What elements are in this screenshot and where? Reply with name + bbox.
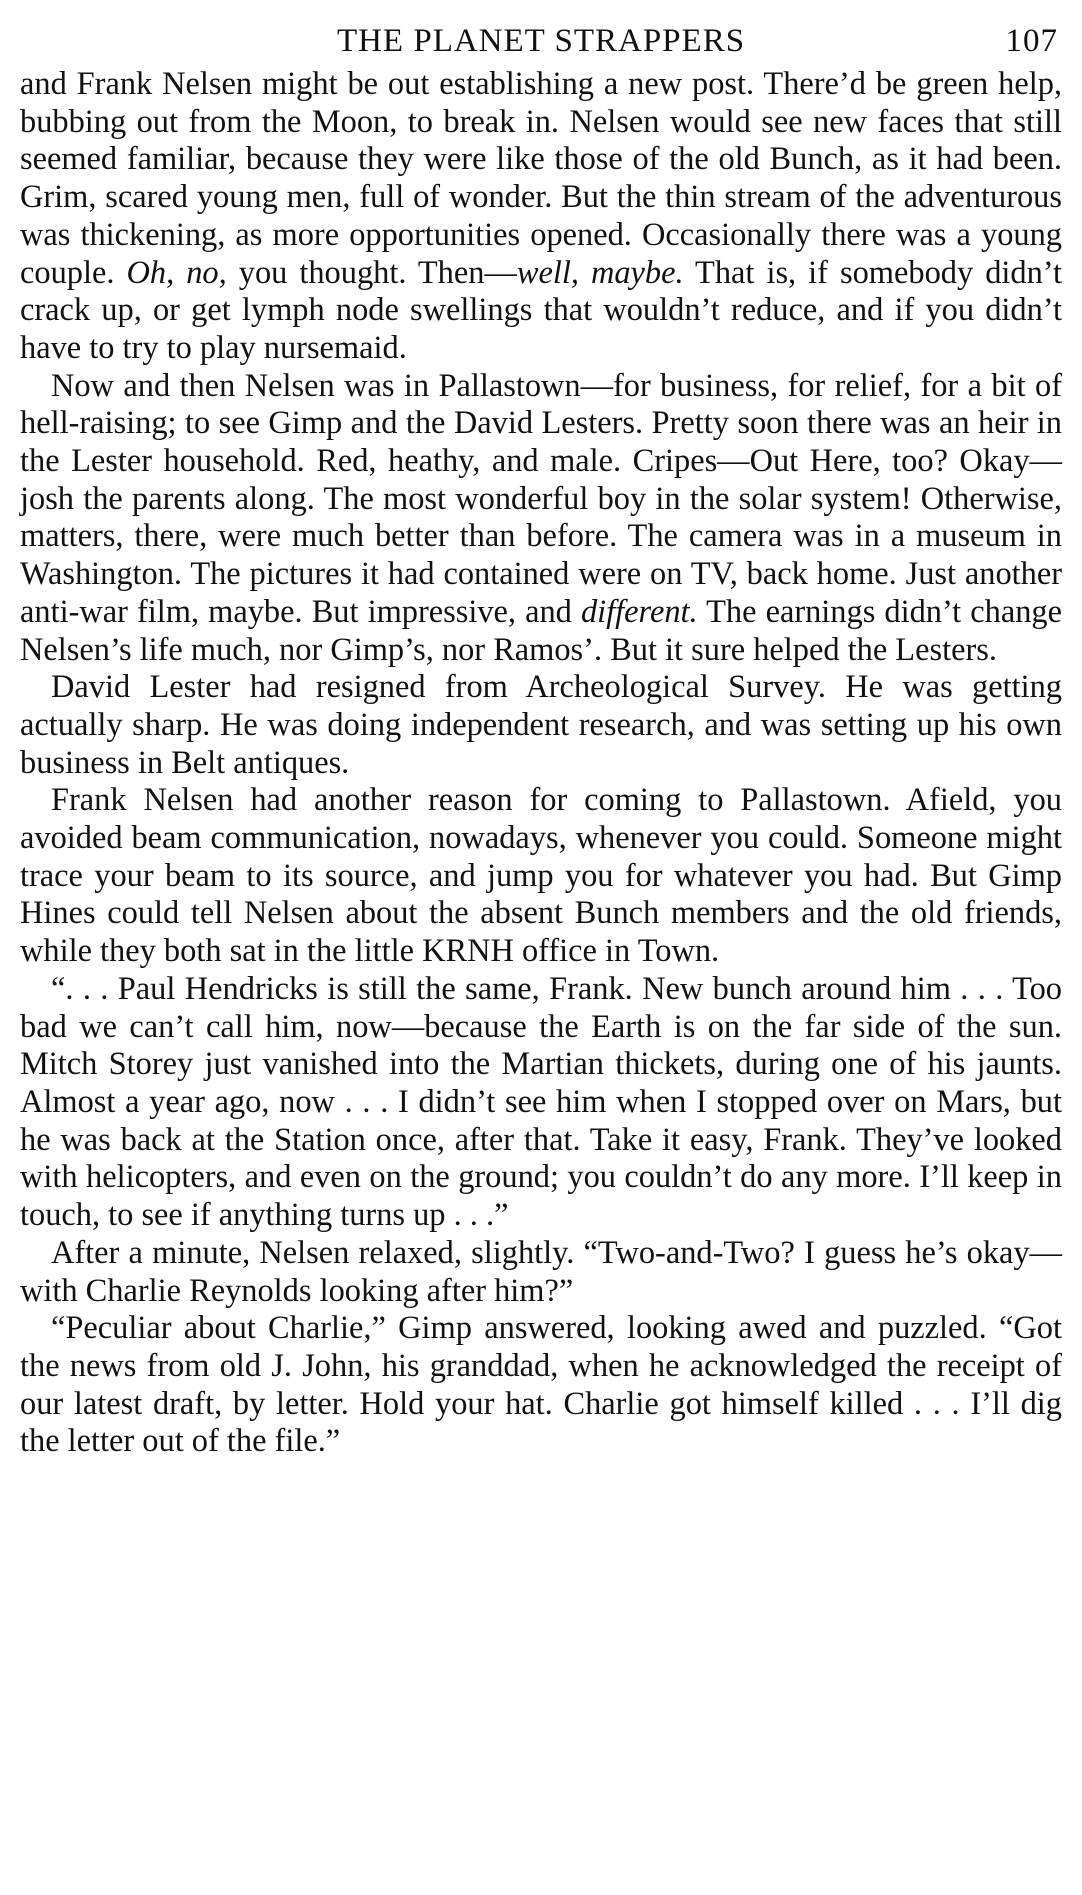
text-run: Frank Nelsen had another reason for coming to Pallastown. Afield, you avoided beam communication, nowadays, whenever you could. Someone might trace your beam to its source, and jump you for whatever you had. But Gimp Hines could tell Nelsen about the absent Bunch members and the old friends, while they both sat in the little KRNH office in Town. <box>20 782 1062 970</box>
text-run: The earnings didn’t change Nelsen’s life much, nor Gimp’s, nor Ramos’. But it sure helped the Lesters. <box>20 593 1062 668</box>
page-number: 107 <box>1005 23 1058 59</box>
paragraph <box>20 1235 1062 1310</box>
book-page <box>20 18 1062 1461</box>
paragraph <box>20 971 1062 1235</box>
paragraph <box>20 782 1062 971</box>
italic-run: well, maybe. <box>516 254 684 291</box>
text-run: you thought. Then— <box>226 254 517 291</box>
text-run: David Lester had resigned from Archeological Survey. He was getting actually sharp. He was doing independent research, and was setting up his own business in Belt antiques. <box>20 669 1062 781</box>
italic-run: Oh, no, <box>126 254 227 291</box>
italic-run: different. <box>580 593 698 630</box>
text-run: Now and then Nelsen was in Pallastown—for business, for relief, for a bit of hell-raising; to see Gimp and the David Lesters. Pretty soon there was an heir in the Lester household. Red, heathy, and male. Cripes—Out Here, too? Okay—josh the parents along. The most wonderful boy in the solar system! Otherwise, matters, there, were much better than before. The camera was in a museum in Washington. The pictures it had contained were on TV, back home. Just another anti-war film, maybe. But impressive, and <box>20 367 1062 630</box>
text-run: “Peculiar about Charlie,” Gimp answered, looking awed and puzzled. “Got the news from old J. John, his granddad, when he acknowledged the receipt of our latest draft, by letter. Hold your hat. Charlie got himself killed . . . I’ll dig the letter out of the file.” <box>20 1310 1062 1460</box>
paragraph <box>20 66 1062 368</box>
paragraph <box>20 1310 1062 1461</box>
text-run: “. . . Paul Hendricks is still the same, Frank. New bunch around him . . . Too bad we can’t call him, now—because the Earth is on the far side of the sun. Mitch Storey just vanished into the Martian thickets, during one of his jaunts. Almost a year ago, now . . . I didn’t see him when I stopped over on Mars, but he was back at the Station once, after that. Take it easy, Frank. They’ve looked with helicopters, and even on the ground; you couldn’t do any more. I’ll keep in touch, to see if anything turns up . . .” <box>20 970 1062 1234</box>
paragraph <box>20 368 1062 670</box>
text-run: After a minute, Nelsen relaxed, slightly. “Two-and-Two? I guess he’s okay—with Charlie Reynolds looking after him?” <box>20 1234 1062 1309</box>
paragraph <box>20 669 1062 782</box>
text-run: That is, if somebody didn’t crack up, or get lymph node swellings that wouldn’t reduce, and if you didn’t have to try to play nursemaid. <box>20 254 1062 366</box>
running-head-title: THE PLANET STRAPPERS <box>336 23 746 59</box>
text-run: and Frank Nelsen might be out establishing a new post. There’d be green help, bubbing out from the Moon, to break in. Nelsen would see new faces that still seemed familiar, because they were like those of the old Bunch, as it had been. Grim, scared young men, full of wonder. But the thin stream of the adventurous was thickening, as more opportunities opened. Occasionally there was a young couple. <box>20 66 1062 291</box>
body-text <box>20 66 1062 1461</box>
running-head <box>20 18 1062 64</box>
